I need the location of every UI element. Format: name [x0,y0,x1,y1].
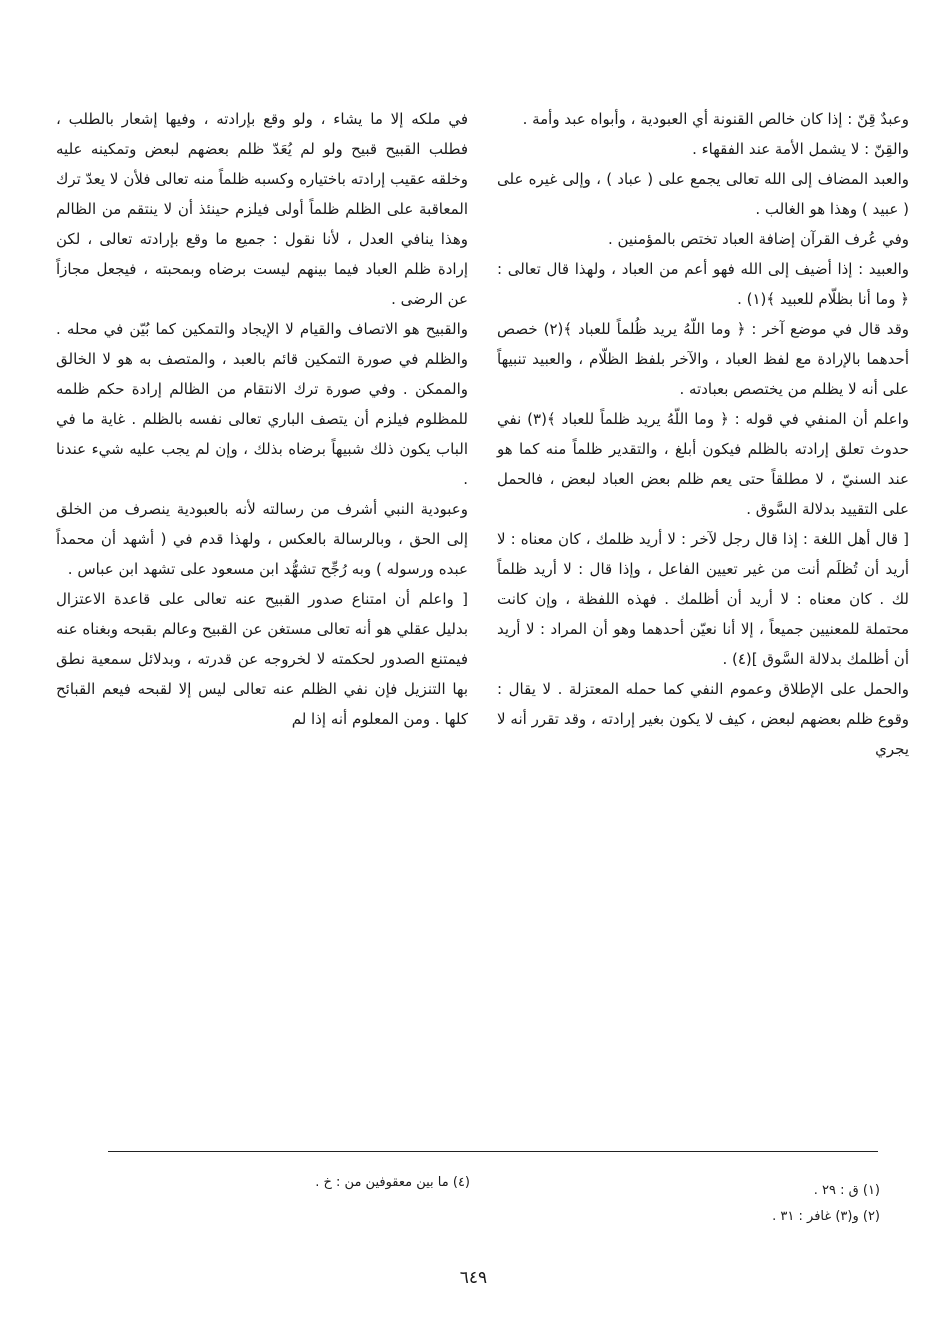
footnote-1: (١) ق : ٢٩ . [813,1183,880,1198]
paragraph: والعبيد : إذا أضيف إلى الله فهو أعم من العباد ، ولهذا قال تعالى : ﴿ وما أنا بظلّام للعبيد ﴾(١) . [497,260,909,308]
paragraph: في ملكه إلا ما يشاء ، ولو وقع بإرادته ، وفيها إشعار بالطلب ، فطلب القبيح قبيح ولو لم يُعَدّ ظلم بعضهم لبعض وتمكينه عليه وخلقه عقيب إرادته باختياره وكسبه ظلماً منه تعالى فلأن لا يعدّ ترك المعاقبة على الظلم ظلماً أولى فيلزم حينئذ أن لا ينتقم من الظالم وهذا ينافي العدل ، لأنا نقول : جميع ما وقع بإرادته تعالى ، لكن إرادة ظلم العباد فيما بينهم ليست برضاه وبمحبته ، فيجعل مجازاً عن الرضى . [56,110,468,308]
footnote-divider [108,1151,878,1152]
paragraph: وعبودية النبي أشرف من رسالته لأنه بالعبودية ينصرف من الخلق إلى الحق ، وبالرسالة بالعكس ، ولهذا قدم في ( أشهد أن محمداً عبده ورسوله ) وبه رُجِّح تشهُّد ابن مسعود على تشهد ابن عباس . [56,500,468,578]
paragraph: وقد قال في موضع آخر : ﴿ وما اللّهُ يريد ظُلماً للعباد ﴾(٢) خصص أحدهما بالإرادة مع لفظ العباد ، والآخر بلفظ الظلّام ، والعبيد تنبيهاً على أنه لا يظلم من يختصص بعبادته . [497,320,910,398]
footnote-2-3: (٢) و(٣) غافر : ٣١ . [772,1209,880,1224]
paragraph: والقبيح هو الاتصاف والقيام لا الإيجاد والتمكين كما بُيّن في محله . والظلم في صورة التمكين قائم بالعبد ، والمتصف به هو لا الخالق والممكن . وفي صورة ترك الانتقام من الظالم إرادة حكم ظلمه للمظلوم فيلزم أن يتصف الباري تعالى نفسه بالظلم . غاية ما في الباب يكون ذلك شبيهاً برضاه بذلك ، وإن لم يجب عليه شيء عندنا . [56,320,468,488]
right-text-column [497,104,909,764]
paragraph: واعلم أن المنفي في قوله : ﴿ وما اللّهُ يريد ظلماً للعباد ﴾(٣) نفي حدوث تعلق إرادته بالظلم فيكون أبلغ ، والتقدير ظلماً منه كما هو عند السنيّ ، لا مطلقاً حتى يعم ظلم بعض العباد لبعض ، فالحمل على التقييد بدلالة السَّوق . [497,410,909,518]
page-number: ٦٤٩ [459,1268,488,1288]
paragraph: والقِنّ : لا يشمل الأمة عند الفقهاء . [692,140,909,158]
paragraph: والحمل على الإطلاق وعموم النفي كما حمله المعتزلة . لا يقال : وقوع ظلم بعضهم لبعض ، كيف لا يكون بغير إرادته ، وقد تقرر أنه لا يجري [497,680,909,758]
left-text-column [56,104,468,734]
paragraph: [ قال أهل اللغة : إذا قال رجل لآخر : لا أريد ظلمك ، كان معناه : لا أريد أن تُظلَم أنت من غير تعيين الفاعل ، وإذا قال : لا أريد ظلماً لك . كان معناه : لا أريد أن أظلمك . فهذه اللفظة ، وإن كانت محتملة للمعنيين جميعاً ، إلا أنا نعيّن أحدهما وهو أن المراد : لا أريد أن أظلمك بدلالة السَّوق ](٤) . [497,530,909,668]
footnote-4: (٤) ما بين معقوفين من : خ . [315,1175,470,1190]
paragraph: [ واعلم أن امتناع صدور القبيح عنه تعالى على قاعدة الاعتزال بدليل عقلي هو أنه تعالى مستغن عن القبيح وعالم بقبحه وبغناه عنه فيمتنع الصدور لحكمته لا لخروجه عن قدرته ، وبدلائل سمعية نطق بها التنزيل فإن نفي الظلم عنه تعالى ليس إلا لقبحه فيعم القبائح كلها . ومن المعلوم أنه إذا لم [56,590,468,728]
paragraph: وفي عُرف القرآن إضافة العباد تختص بالمؤمنين . [607,230,909,248]
paragraph: وعبدٌ قِنّ : إذا كان خالص القنونة أي العبودية ، وأبواه عبد وأمة . [522,110,909,128]
paragraph: والعبد المضاف إلى الله تعالى يجمع على ( عباد ) ، وإلى غيره على ( عبيد ) وهذا هو الغالب . [497,170,909,218]
